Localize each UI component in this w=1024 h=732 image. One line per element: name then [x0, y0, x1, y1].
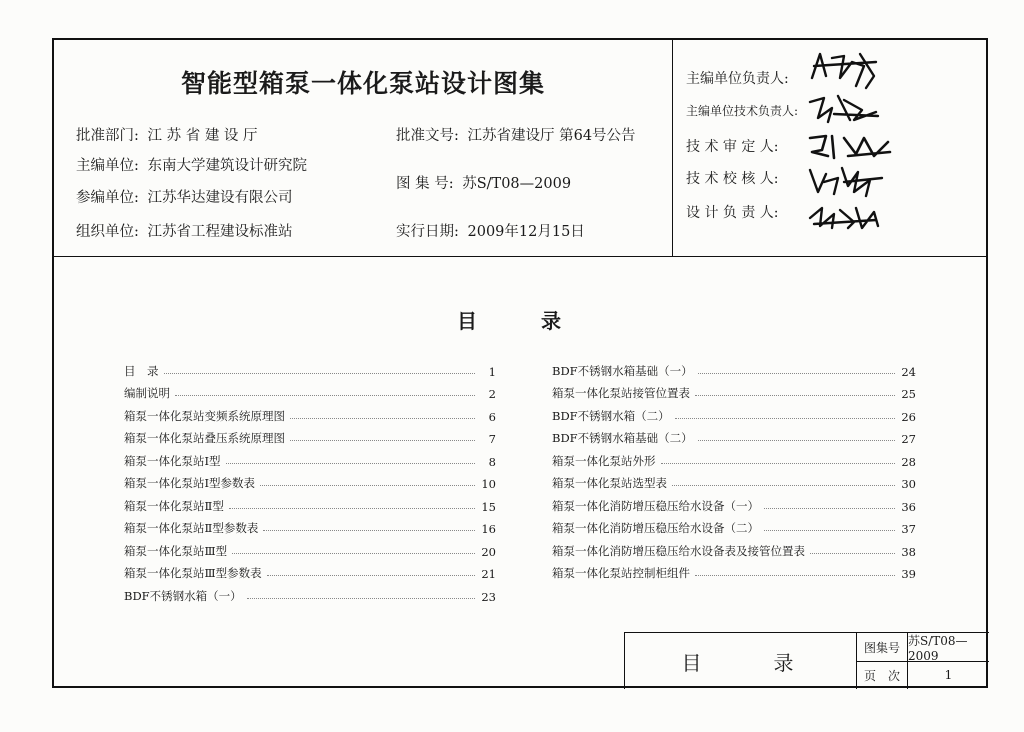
signature-reviewer — [804, 128, 894, 164]
approval-doc: 批准文号: 江苏省建设厅 第64号公告 — [396, 128, 636, 144]
toc-entry[interactable]: 目 录 1 — [124, 363, 496, 379]
organizer: 组织单位: 江苏省工程建设标准站 — [76, 224, 293, 240]
toc-entry[interactable]: 箱泵一体化泵站选型表 30 — [552, 476, 916, 491]
drawing-sheet — [52, 38, 988, 688]
toc-entry[interactable]: 箱泵一体化泵站Ⅰ型 8 — [124, 453, 496, 469]
toc-entry[interactable]: BDF不锈钢水箱（一） 23 — [124, 588, 496, 604]
title-block-name: 目 录 — [625, 633, 857, 689]
toc-entry[interactable]: 箱泵一体化泵站变频系统原理图 6 — [124, 408, 496, 424]
resp-designer: 设 计 负 责 人: — [686, 205, 779, 221]
signature-designer — [804, 200, 884, 234]
toc-entry[interactable]: 箱泵一体化消防增压稳压给水设备（一） 36 — [552, 498, 916, 514]
toc-entry[interactable]: 编制说明 2 — [124, 386, 496, 401]
toc-entry[interactable]: 箱泵一体化消防增压稳压给水设备表及接管位置表 38 — [552, 543, 916, 559]
title-block-grid — [857, 633, 989, 689]
effective-date: 实行日期: 2009年12月15日 — [396, 224, 585, 240]
toc-entry[interactable]: 箱泵一体化泵站Ⅰ型参数表 10 — [124, 476, 496, 491]
co-editor: 参编单位: 江苏华达建设有限公司 — [76, 190, 293, 206]
signature-chief-unit — [804, 48, 884, 92]
title-block — [624, 632, 989, 689]
page-number-label: 页 次 — [857, 661, 908, 689]
atlas-number-value: 苏S/T08—2009 — [908, 633, 968, 663]
responsibles-panel — [672, 40, 988, 256]
toc-left-column — [124, 356, 496, 604]
header-section — [54, 40, 986, 257]
toc-entry[interactable]: 箱泵一体化泵站Ⅱ型参数表 16 — [124, 521, 496, 536]
toc-entry[interactable]: 箱泵一体化泵站叠压系统原理图 7 — [124, 431, 496, 446]
toc-entry[interactable]: 箱泵一体化泵站控制柜组件 39 — [552, 566, 916, 581]
toc-right-column — [552, 356, 916, 581]
toc-entry[interactable]: BDF不锈钢水箱（二） 26 — [552, 408, 916, 424]
atlas-number-label: 图集号 — [857, 633, 908, 661]
toc-entry[interactable]: 箱泵一体化泵站接管位置表 25 — [552, 386, 916, 401]
atlas-number: 图 集 号: 苏S/T08—2009 — [396, 176, 572, 192]
atlas-number-row — [857, 633, 989, 662]
toc-entry[interactable]: BDF不锈钢水箱基础（二） 27 — [552, 431, 916, 446]
page-number-row — [857, 661, 989, 689]
resp-reviewer: 技 术 审 定 人: — [686, 139, 779, 155]
signature-tech-lead — [804, 90, 884, 126]
resp-checker: 技 术 校 核 人: — [686, 171, 779, 187]
toc-entry[interactable]: 箱泵一体化消防增压稳压给水设备（二） 37 — [552, 521, 916, 536]
chief-editor: 主编单位: 东南大学建筑设计研究院 — [76, 158, 307, 174]
page-number-value: 1 — [944, 668, 953, 682]
toc-heading: 目 录 — [457, 309, 583, 333]
signature-checker — [804, 162, 888, 200]
toc-entry[interactable]: 箱泵一体化泵站外形 28 — [552, 453, 916, 469]
toc-entry[interactable]: 箱泵一体化泵站Ⅲ型参数表 21 — [124, 566, 496, 581]
resp-tech-lead: 主编单位技术负责人: — [686, 104, 799, 118]
header-info — [54, 40, 673, 256]
resp-chief-unit: 主编单位负责人: — [686, 71, 789, 87]
toc-entry[interactable]: BDF不锈钢水箱基础（一） 24 — [552, 363, 916, 379]
toc-entry[interactable]: 箱泵一体化泵站Ⅱ型 15 — [124, 498, 496, 514]
toc-entry[interactable]: 箱泵一体化泵站Ⅲ型 20 — [124, 543, 496, 559]
approval-dept: 批准部门: 江 苏 省 建 设 厅 — [76, 128, 258, 144]
atlas-title: 智能型箱泵一体化泵站设计图集 — [180, 69, 545, 98]
